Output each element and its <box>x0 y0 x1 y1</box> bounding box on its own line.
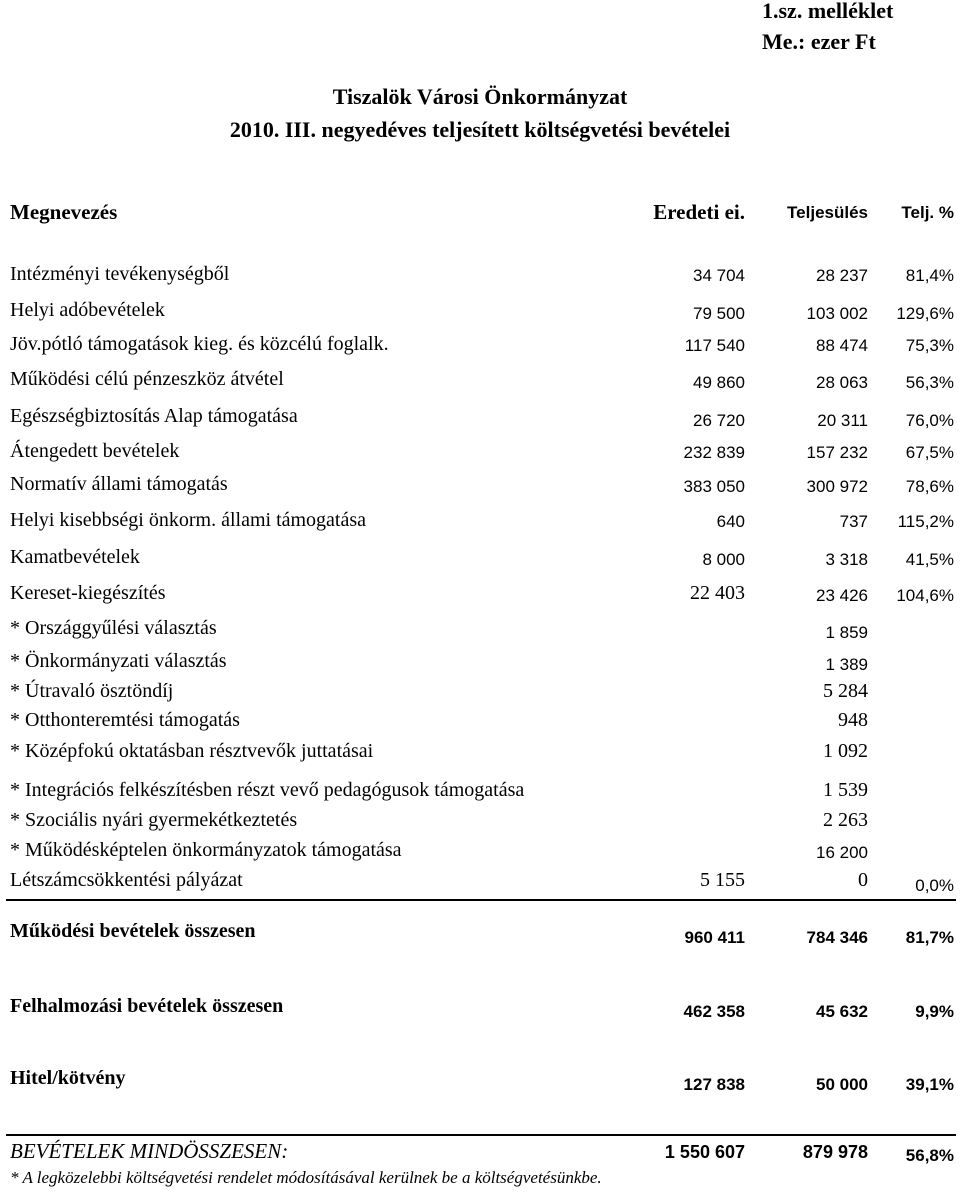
row-original: 34 704 <box>693 266 745 285</box>
row-label: * Önkormányzati választás <box>10 650 227 672</box>
row-actual: 1 859 <box>825 623 868 642</box>
page-title: Tiszalök Városi Önkormányzat <box>332 84 628 109</box>
row-original: 640 <box>716 512 745 531</box>
row-original: 8 000 <box>702 550 745 569</box>
table-row <box>0 779 960 809</box>
total-row-capital <box>0 995 960 1025</box>
total-original: 960 411 <box>684 928 745 947</box>
row-percent: 78,6% <box>905 477 954 496</box>
row-percent: 75,3% <box>905 336 954 355</box>
row-percent: 129,6% <box>896 304 954 323</box>
row-actual: 88 474 <box>816 336 868 355</box>
row-actual: 1 539 <box>823 779 868 801</box>
row-original: 49 860 <box>693 373 745 392</box>
table-row <box>0 809 960 839</box>
total-row-loan <box>0 1067 960 1097</box>
row-percent: 76,0% <box>905 411 954 430</box>
table-row <box>0 546 960 576</box>
total-percent: 81,7% <box>905 928 954 947</box>
divider <box>6 899 956 901</box>
row-label: * Országgyűlési választás <box>10 617 217 639</box>
table-row <box>0 299 960 329</box>
total-actual: 45 632 <box>816 1002 868 1021</box>
row-label: Intézményi tevékenységből <box>10 263 230 285</box>
row-label: Helyi kisebbségi önkorm. állami támogatása <box>10 509 367 531</box>
table-row <box>0 617 960 647</box>
table-row <box>0 473 960 503</box>
unit-label: Me.: ezer Ft <box>762 29 876 54</box>
row-actual: 28 063 <box>816 373 868 392</box>
row-original: 26 720 <box>693 411 745 430</box>
table-row <box>0 680 960 710</box>
annex-label: 1.sz. melléklet <box>762 0 894 23</box>
row-actual: 20 311 <box>817 411 868 430</box>
row-label: * Útravaló ösztöndíj <box>10 680 174 702</box>
total-label: Működési bevételek összesen <box>10 920 256 942</box>
row-label: Működési célú pénzeszköz átvétel <box>10 368 284 390</box>
total-original: 462 358 <box>683 1002 745 1021</box>
row-label: Normatív állami támogatás <box>10 473 228 495</box>
row-label: * Integrációs felkészítésben részt vevő pedagógusok támogatása <box>10 779 525 801</box>
row-actual: 1 092 <box>823 740 868 762</box>
table-row <box>0 440 960 470</box>
row-actual: 23 426 <box>816 586 868 605</box>
table-header <box>0 200 960 230</box>
row-actual: 3 318 <box>825 550 868 569</box>
table-row <box>0 650 960 680</box>
grand-total-actual: 879 978 <box>802 1142 868 1162</box>
row-percent: 67,5% <box>905 443 954 462</box>
row-actual: 157 232 <box>806 443 868 462</box>
total-original: 127 838 <box>683 1075 745 1094</box>
row-label: * Otthonteremtési támogatás <box>10 709 240 731</box>
row-label: * Középfokú oktatásban résztvevők juttatásai <box>10 740 374 762</box>
row-original: 79 500 <box>693 304 745 323</box>
row-actual: 1 389 <box>825 655 868 674</box>
total-row-operating <box>0 920 960 950</box>
row-actual: 5 284 <box>823 680 868 702</box>
col-actual-header: Teljesülés <box>787 203 868 222</box>
row-label: Helyi adóbevételek <box>10 299 165 321</box>
row-actual: 16 200 <box>816 843 868 862</box>
page-subtitle: 2010. III. negyedéves teljesített költségvetési bevételei <box>229 117 731 142</box>
row-label: Létszámcsökkentési pályázat <box>10 869 243 891</box>
row-label: Kereset-kiegészítés <box>10 582 166 604</box>
row-actual: 300 972 <box>806 477 868 496</box>
row-label: * Működésképtelen önkormányzatok támogatása <box>10 839 402 861</box>
row-label: Egészségbiztosítás Alap támogatása <box>10 405 298 427</box>
row-actual: 948 <box>838 709 868 731</box>
row-original: 22 403 <box>690 582 745 604</box>
table-row <box>0 333 960 363</box>
row-label: Kamatbevételek <box>10 546 140 568</box>
row-original: 232 839 <box>683 443 745 462</box>
col-percent-header: Telj. % <box>901 203 954 222</box>
total-actual: 784 346 <box>806 928 868 947</box>
table-row <box>0 869 960 899</box>
grand-total-row <box>0 1139 960 1169</box>
row-original: 383 050 <box>683 477 745 496</box>
table-row <box>0 839 960 869</box>
row-actual: 103 002 <box>806 304 868 323</box>
grand-total-original: 1 550 607 <box>664 1142 745 1162</box>
row-percent: 81,4% <box>905 266 954 285</box>
row-original: 5 155 <box>700 869 745 891</box>
col-name-header: Megnevezés <box>10 200 118 224</box>
divider <box>6 1134 956 1136</box>
grand-total-label: BEVÉTELEK MINDÖSSZESEN: <box>10 1139 289 1163</box>
row-percent: 41,5% <box>905 550 954 569</box>
row-label: Jöv.pótló támogatások kieg. és közcélú foglalk. <box>10 333 389 355</box>
footnote: * A legközelebbi költségvetési rendelet módosításával kerülnek be a költségvetésünkbe. <box>10 1168 602 1187</box>
total-percent: 39,1% <box>905 1075 954 1094</box>
row-percent: 56,3% <box>905 373 954 392</box>
table-row <box>0 509 960 539</box>
col-original-header: Eredeti ei. <box>653 200 745 224</box>
grand-total-percent: 56,8% <box>905 1146 954 1165</box>
row-actual: 737 <box>839 512 868 531</box>
total-label: Hitel/kötvény <box>10 1067 126 1089</box>
table-row <box>0 740 960 770</box>
row-actual: 0 <box>858 869 868 891</box>
row-percent: 115,2% <box>897 512 954 531</box>
table-row <box>0 709 960 739</box>
table-row <box>0 582 960 612</box>
table-row <box>0 263 960 293</box>
row-label: * Szociális nyári gyermekétkeztetés <box>10 809 298 831</box>
row-percent: 104,6% <box>896 586 954 605</box>
row-label: Átengedett bevételek <box>10 440 180 462</box>
total-percent: 9,9% <box>915 1002 954 1021</box>
table-row <box>0 368 960 398</box>
total-actual: 50 000 <box>816 1075 868 1094</box>
row-original: 117 540 <box>684 336 745 355</box>
row-percent: 0,0% <box>915 876 954 895</box>
total-label: Felhalmozási bevételek összesen <box>10 995 284 1017</box>
table-row <box>0 405 960 435</box>
row-actual: 28 237 <box>816 266 868 285</box>
row-actual: 2 263 <box>823 809 868 831</box>
